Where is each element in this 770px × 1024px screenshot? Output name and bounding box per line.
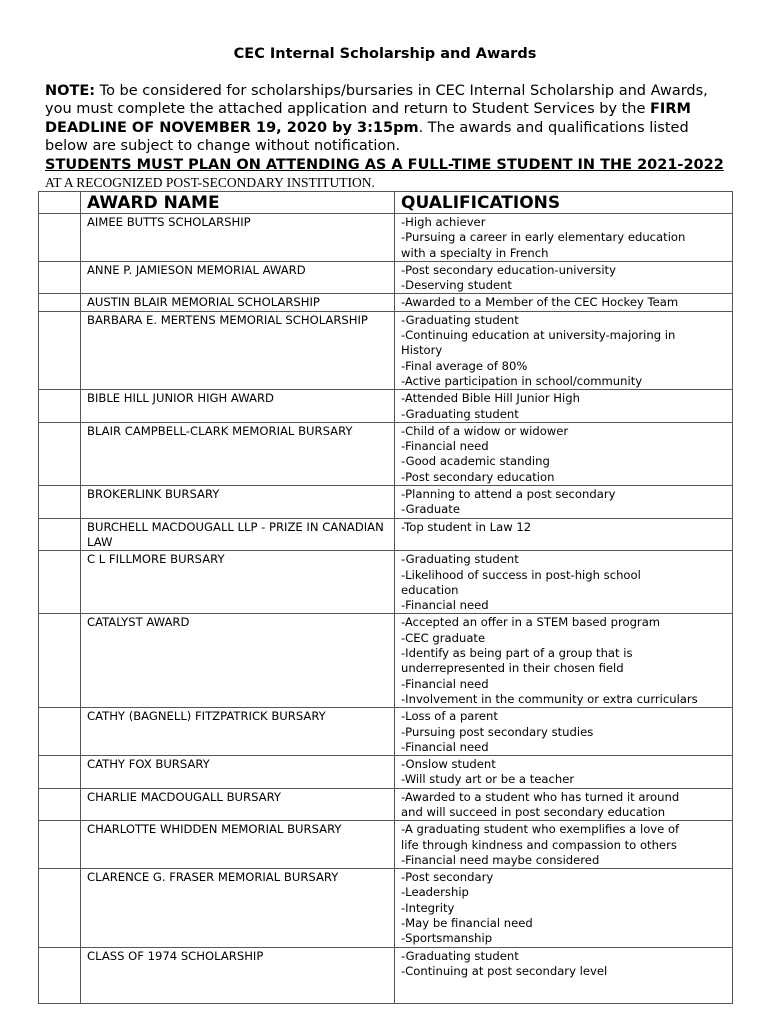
award-name-cell: CLASS OF 1974 SCHOLARSHIP <box>81 947 395 1003</box>
qualifications-cell <box>395 788 733 821</box>
qualification-line: -Post secondary <box>401 870 494 885</box>
qualification-line: -Child of a widow or widower <box>401 423 569 438</box>
row-mark-cell <box>39 869 81 947</box>
row-mark-cell <box>39 486 81 519</box>
award-name-cell: BURCHELL MACDOUGALL LLP - PRIZE IN CANADIAN LAW <box>81 518 395 551</box>
qualification-line: -CEC graduate <box>401 630 486 645</box>
note-text-continued: . The awards and qualifications listed below are subject to change without notification. <box>45 119 689 155</box>
qualification-line: life through kindness and compassion to others <box>401 837 677 852</box>
row-mark-cell <box>39 708 81 756</box>
note-label: NOTE: <box>45 83 96 99</box>
row-mark-cell <box>39 214 81 262</box>
full-time-notice: STUDENTS MUST PLAN ON ATTENDING AS A FULL-TIME STUDENT IN THE 2021-2022 <box>45 156 724 173</box>
qualification-line: -Identify as being part of a group that is <box>401 646 633 661</box>
qualification-line: -Continuing education at university-majoring in <box>401 328 676 343</box>
qualification-line: -Deserving student <box>401 278 512 293</box>
table-row <box>39 214 733 262</box>
qualification-line: -Planning to attend a post secondary <box>401 487 616 502</box>
table-row <box>39 551 733 614</box>
award-name-cell: CHARLOTTE WHIDDEN MEMORIAL BURSARY <box>81 821 395 869</box>
award-name-cell: ANNE P. JAMIESON MEMORIAL AWARD <box>81 261 395 294</box>
institution-notice: AT A RECOGNIZED POST-SECONDARY INSTITUTION. <box>45 175 375 191</box>
row-mark-cell <box>39 294 81 311</box>
row-mark-cell <box>39 551 81 614</box>
qualification-line: -Onslow student <box>401 757 496 772</box>
qualification-line: -Good academic standing <box>401 454 550 469</box>
qualification-line: -Awarded to a student who has turned it around <box>401 789 680 804</box>
qualification-line: -Pursuing a career in early elementary education <box>401 230 686 245</box>
qualifications-cell <box>395 294 733 311</box>
table-row <box>39 947 733 1003</box>
award-name-cell: AUSTIN BLAIR MEMORIAL SCHOLARSHIP <box>81 294 395 311</box>
qualification-line: -Involvement in the community or extra curriculars <box>401 691 698 706</box>
page-title: CEC Internal Scholarship and Awards <box>233 46 537 62</box>
table-row <box>39 614 733 708</box>
qualification-line: -Awarded to a Member of the CEC Hockey Team <box>401 295 679 310</box>
qualifications-cell <box>395 947 733 1003</box>
qualifications-cell <box>395 311 733 389</box>
award-name-cell: CATHY (BAGNELL) FITZPATRICK BURSARY <box>81 708 395 756</box>
award-name-cell: CHARLIE MACDOUGALL BURSARY <box>81 788 395 821</box>
award-name-cell: AIMEE BUTTS SCHOLARSHIP <box>81 214 395 262</box>
qualifications-cell <box>395 486 733 519</box>
qualification-line: -Graduating student <box>401 552 519 567</box>
qualifications-cell <box>395 422 733 485</box>
award-name-cell: CATHY FOX BURSARY <box>81 756 395 789</box>
qualification-line: -Will study art or be a teacher <box>401 772 575 787</box>
award-name-cell: BARBARA E. MERTENS MEMORIAL SCHOLARSHIP <box>81 311 395 389</box>
qualifications-cell <box>395 518 733 551</box>
table-row <box>39 422 733 485</box>
row-mark-cell <box>39 614 81 708</box>
row-mark-cell <box>39 756 81 789</box>
table-row <box>39 788 733 821</box>
table-row <box>39 390 733 423</box>
row-mark-cell <box>39 947 81 1003</box>
qualifications-cell <box>395 614 733 708</box>
row-mark-cell <box>39 261 81 294</box>
qualification-line: -Top student in Law 12 <box>401 519 532 534</box>
table-row <box>39 756 733 789</box>
qualification-line: -Financial need maybe considered <box>401 852 600 867</box>
table-row <box>39 486 733 519</box>
award-name-cell: CLARENCE G. FRASER MEMORIAL BURSARY <box>81 869 395 947</box>
award-name-cell: BROKERLINK BURSARY <box>81 486 395 519</box>
table-row <box>39 311 733 389</box>
table-row <box>39 821 733 869</box>
row-mark-cell <box>39 422 81 485</box>
award-name-cell: CATALYST AWARD <box>81 614 395 708</box>
qualification-line: -A graduating student who exemplifies a love of <box>401 822 680 837</box>
table-row <box>39 518 733 551</box>
qualifications-cell <box>395 261 733 294</box>
row-mark-cell <box>39 390 81 423</box>
row-mark-cell <box>39 518 81 551</box>
qualifications-header: QUALIFICATIONS <box>395 192 733 214</box>
note-paragraph <box>45 82 735 192</box>
table-row <box>39 294 733 311</box>
qualification-line: and will succeed in post secondary education <box>401 804 666 819</box>
qualifications-cell <box>395 756 733 789</box>
row-mark-cell <box>39 788 81 821</box>
qualification-line: -Likelihood of success in post-high school <box>401 567 641 582</box>
qualification-line: -Financial need <box>401 439 489 454</box>
qualification-line: -Pursuing post secondary studies <box>401 724 594 739</box>
qualifications-cell <box>395 869 733 947</box>
qualification-line: History <box>401 343 443 358</box>
table-row <box>39 708 733 756</box>
qualification-line: -Accepted an offer in a STEM based program <box>401 615 661 630</box>
award-name-cell: BLAIR CAMPBELL-CLARK MEMORIAL BURSARY <box>81 422 395 485</box>
qualification-line: -Graduating student <box>401 948 519 963</box>
checkbox-column-header <box>39 192 81 214</box>
award-name-header: AWARD NAME <box>81 192 395 214</box>
note-text: To be considered for scholarships/bursaries in CEC Internal Scholarship and Awards, you must complete the attached application and return to Student Services by the <box>45 83 708 118</box>
qualification-line: -May be financial need <box>401 916 533 931</box>
qualifications-cell <box>395 390 733 423</box>
qualification-line: education <box>401 582 459 597</box>
qualification-line: -Integrity <box>401 900 455 915</box>
qualification-line: -Graduate <box>401 502 460 517</box>
awards-table <box>38 191 733 1004</box>
qualification-line: -Financial need <box>401 598 489 613</box>
qualification-line: -High achiever <box>401 215 486 229</box>
qualification-line: underrepresented in their chosen field <box>401 661 624 676</box>
qualification-line: -Loss of a parent <box>401 709 498 724</box>
qualifications-cell <box>395 214 733 262</box>
qualification-line: -Leadership <box>401 885 469 900</box>
table-row <box>39 869 733 947</box>
qualification-line: -Post secondary education-university <box>401 262 616 277</box>
qualification-line: -Sportsmanship <box>401 931 493 946</box>
qualification-line: -Financial need <box>401 739 489 754</box>
qualification-line: with a specialty in French <box>401 245 549 260</box>
table-row <box>39 261 733 294</box>
row-mark-cell <box>39 821 81 869</box>
qualification-line: -Continuing at post secondary level <box>401 963 608 978</box>
qualifications-cell <box>395 551 733 614</box>
qualification-line: -Post secondary education <box>401 469 555 484</box>
qualifications-cell <box>395 708 733 756</box>
qualifications-cell <box>395 821 733 869</box>
table-header-row <box>39 192 733 214</box>
qualification-line: -Active participation in school/community <box>401 373 643 388</box>
qualification-line: -Attended Bible Hill Junior High <box>401 391 580 406</box>
qualification-line: -Final average of 80% <box>401 358 528 373</box>
award-name-cell: BIBLE HILL JUNIOR HIGH AWARD <box>81 390 395 423</box>
award-rows <box>39 214 733 1004</box>
qualification-line: -Graduating student <box>401 406 519 421</box>
row-mark-cell <box>39 311 81 389</box>
award-name-cell: C L FILLMORE BURSARY <box>81 551 395 614</box>
qualification-line: -Graduating student <box>401 312 519 327</box>
deadline-text: FIRM DEADLINE OF NOVEMBER 19, 2020 by 3:15pm <box>45 101 691 136</box>
qualification-line: -Financial need <box>401 676 489 691</box>
